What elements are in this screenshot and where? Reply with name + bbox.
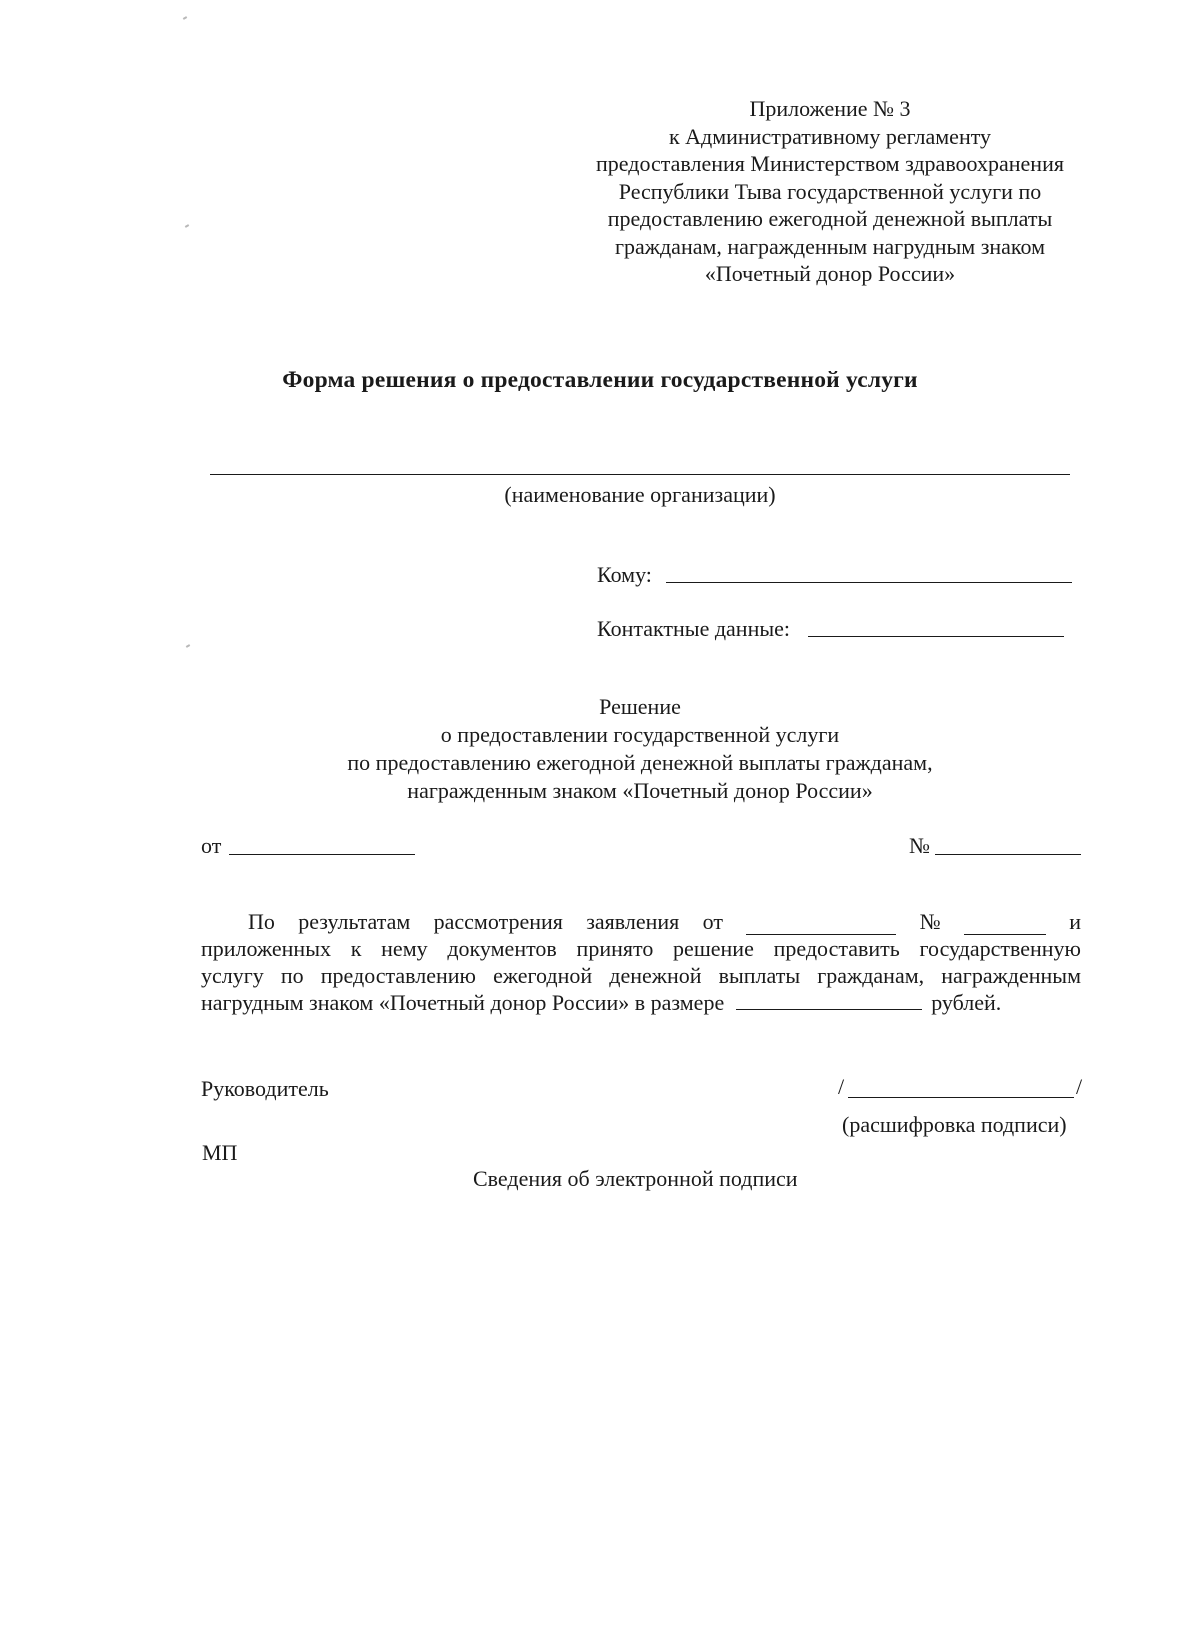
appendix-line: предоставления Министерством здравоохранения	[596, 151, 1064, 176]
amount-field[interactable]	[736, 990, 922, 1010]
head-label: Руководитель	[201, 1076, 329, 1101]
appendix-line: «Почетный донор России»	[704, 261, 956, 286]
form-title: Форма решения о предоставлении государственной услуги	[282, 367, 918, 393]
body-word: заявления	[586, 909, 680, 934]
signature-slash-left: /	[838, 1074, 845, 1099]
date-from-label: от	[201, 833, 222, 858]
body-number-sign: №	[919, 909, 941, 934]
number-label: №	[909, 833, 930, 858]
application-number-field[interactable]	[964, 914, 1046, 935]
decision-line: о предоставлении государственной услуги	[440, 722, 840, 747]
organization-caption: (наименование организации)	[504, 482, 776, 507]
contacts-label: Контактные данные:	[597, 616, 790, 641]
stamp-label: МП	[202, 1140, 238, 1165]
body-amount-text: нагрудным знаком «Почетный донор России» в размере	[201, 990, 725, 1015]
scan-speck	[185, 224, 189, 228]
scan-speck	[183, 16, 187, 20]
decision-line: награжденным знаком «Почетный донор России»	[407, 778, 873, 803]
signature-slash-right: /	[1076, 1074, 1083, 1099]
appendix-line: Республики Тыва государственной услуги по	[618, 178, 1042, 204]
appendix-line: предоставлению ежегодной денежной выплаты	[607, 206, 1053, 231]
body-line: приложенных к нему документов принято решение предоставить государственную	[201, 936, 1081, 961]
body-word: результатам	[298, 909, 411, 934]
body-word: и	[1069, 909, 1081, 934]
number-field[interactable]	[935, 854, 1081, 855]
decision-heading	[0, 693, 1200, 805]
electronic-signature-label: Сведения об электронной подписи	[473, 1166, 798, 1191]
signature-decoding-field[interactable]	[848, 1097, 1074, 1098]
scan-speck	[186, 644, 190, 648]
appendix-header	[575, 95, 1085, 288]
decision-line: по предоставлению ежегодной денежной выплаты гражданам,	[347, 750, 933, 775]
body-line	[201, 908, 1081, 935]
body-line: услугу по предоставлению ежегодной денежной выплаты гражданам, награжденным	[201, 963, 1081, 988]
contacts-field[interactable]	[808, 636, 1064, 637]
decision-body	[201, 908, 1081, 1016]
date-field[interactable]	[229, 854, 415, 855]
body-word: рассмотрения	[433, 909, 563, 934]
organization-name-field[interactable]	[210, 474, 1070, 475]
body-line	[201, 989, 1081, 1016]
appendix-line: гражданам, награжденным нагрудным знаком	[615, 233, 1045, 259]
decision-line: Решение	[599, 694, 681, 719]
appendix-line: Приложение № 3	[749, 96, 911, 121]
to-field[interactable]	[666, 582, 1072, 583]
signature-caption: (расшифровка подписи)	[842, 1112, 1067, 1137]
body-word: от	[702, 909, 723, 934]
body-currency-text: рублей.	[931, 990, 1002, 1015]
body-word: По	[248, 909, 275, 934]
to-label: Кому:	[597, 562, 652, 587]
appendix-line: к Административному регламенту	[668, 123, 992, 149]
application-date-field[interactable]	[746, 914, 896, 935]
